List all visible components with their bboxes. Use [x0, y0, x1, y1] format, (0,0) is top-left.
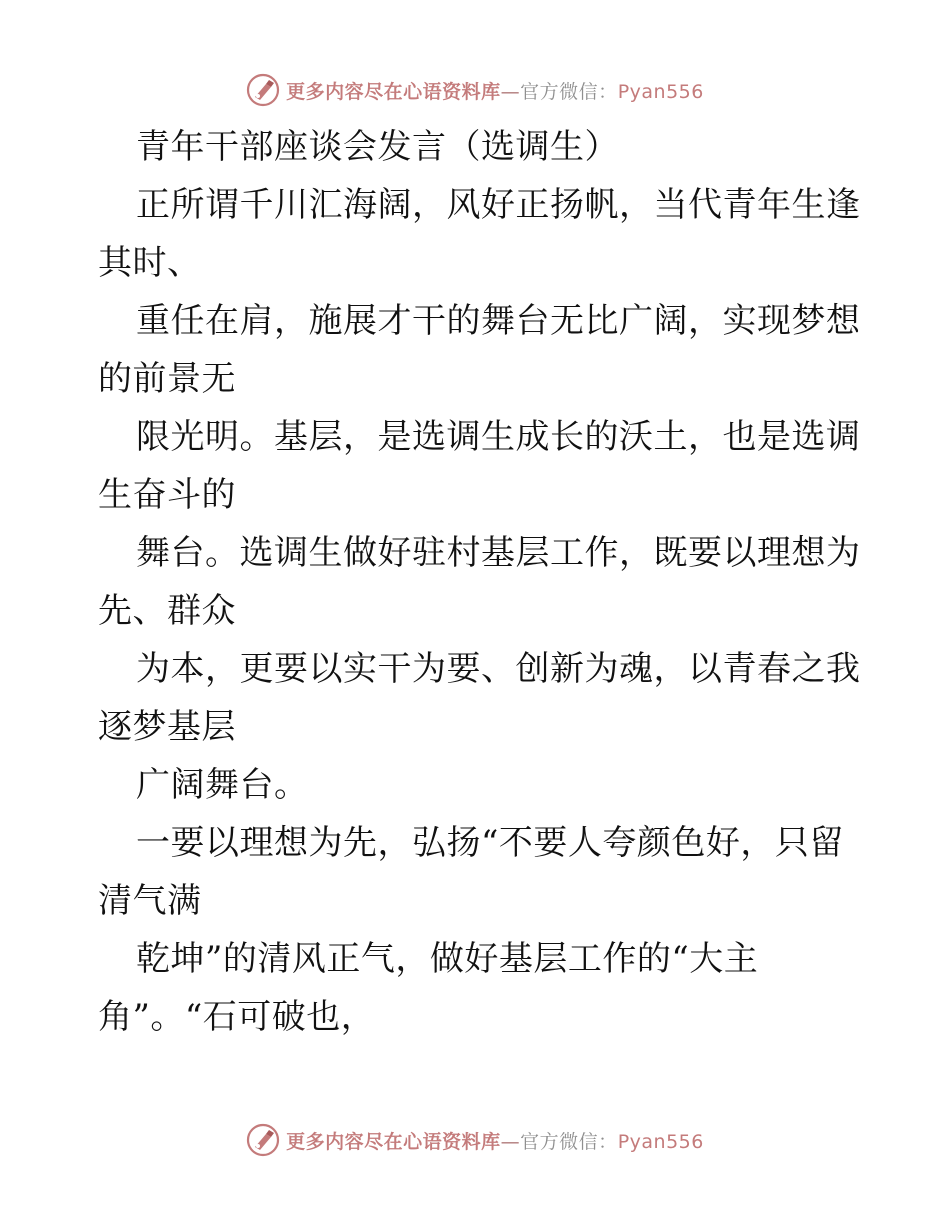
paragraph-line: 生奋斗的 — [98, 475, 236, 515]
document-title: 青年干部座谈会发言（选调生） — [136, 127, 619, 167]
banner-wechat-label: 官方微信： — [520, 1130, 618, 1153]
banner-wechat-id: Pyan556 — [617, 80, 704, 103]
banner-wechat-label: 官方微信： — [520, 80, 618, 103]
paragraph-line: 的前景无 — [98, 359, 236, 399]
paragraph-line: 重任在肩，施展才干的舞台无比广阔，实现梦想 — [136, 301, 861, 341]
paragraph-line: 广阔舞台。 — [136, 765, 309, 805]
footer-banner-text — [286, 1127, 704, 1154]
paragraph-line: 一要以理想为先，弘扬“不要人夸颜色好，只留 — [136, 823, 844, 863]
banner-wechat-id: Pyan556 — [617, 1130, 704, 1153]
banner-site-name: 更多内容尽在心语资料库 — [286, 1130, 501, 1153]
paragraph-line: 逐梦基层 — [98, 707, 236, 747]
paragraph-line: 清气满 — [98, 881, 202, 921]
paragraph-line: 乾坤”的清风正气，做好基层工作的“大主 — [136, 939, 759, 979]
banner-dash: — — [500, 1130, 521, 1153]
paragraph-line: 先、群众 — [98, 591, 236, 631]
paragraph-line: 为本，更要以实干为要、创新为魂，以青春之我 — [136, 649, 861, 689]
paragraph-line: 舞台。选调生做好驻村基层工作，既要以理想为 — [136, 533, 861, 573]
paragraph-line: 正所谓千川汇海阔，风好正扬帆，当代青年生逢 — [136, 185, 861, 225]
footer-banner — [0, 1120, 950, 1160]
pen-nib-logo-icon — [246, 1123, 280, 1157]
banner-dash: — — [500, 80, 521, 103]
paragraph-line: 其时、 — [98, 243, 202, 283]
paragraph-line: 限光明。基层，是选调生成长的沃土，也是选调 — [136, 417, 861, 457]
paragraph-line: 角”。“石可破也， — [98, 997, 376, 1037]
banner-site-name: 更多内容尽在心语资料库 — [286, 80, 501, 103]
